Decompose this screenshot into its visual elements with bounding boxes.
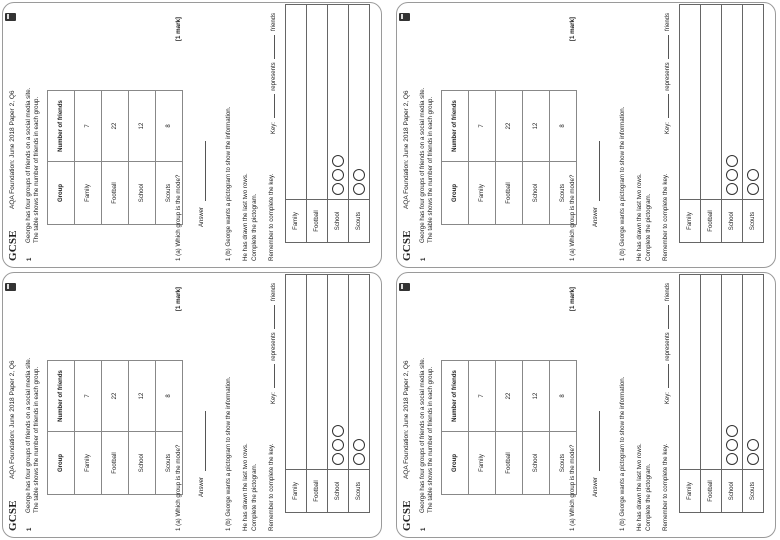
friends-cell: 7 xyxy=(75,91,102,162)
part-b-title: 1 (b) George wants a pictogram to show the information. xyxy=(619,106,626,261)
column-header: Group xyxy=(48,432,75,495)
group-cell: Football xyxy=(102,432,129,495)
answer-row xyxy=(199,411,206,497)
key-suffix: friends xyxy=(665,283,671,302)
part-b-question xyxy=(619,281,672,531)
intro-line: George has four groups of friends on a social media site. xyxy=(419,87,426,243)
group-cell: Football xyxy=(496,162,523,225)
part-b-line: He has drawn the last two rows. xyxy=(242,443,250,531)
key-value-blank[interactable] xyxy=(668,305,669,329)
table-row xyxy=(102,91,129,225)
table-row xyxy=(523,91,550,225)
part-b-question xyxy=(225,11,278,261)
intro-line: George has four groups of friends on a social media site. xyxy=(25,87,32,243)
friends-cell: 22 xyxy=(102,361,129,432)
pictogram-circle-icon xyxy=(332,155,344,167)
key-symbol-blank[interactable] xyxy=(668,364,669,388)
key-value-blank[interactable] xyxy=(668,35,669,59)
pictogram-label: Football xyxy=(307,470,328,513)
key-suffix: friends xyxy=(271,13,277,32)
frequency-table xyxy=(47,90,183,225)
friends-cell: 8 xyxy=(156,361,183,432)
pictogram-row xyxy=(328,275,349,513)
pictogram-label: Football xyxy=(701,470,722,513)
pictogram-label: Football xyxy=(307,200,328,243)
table-header-row xyxy=(48,361,75,495)
pictogram-table xyxy=(679,4,764,243)
pictogram-key xyxy=(271,283,278,404)
friends-cell: 12 xyxy=(129,361,156,432)
intro-line: George has four groups of friends on a social media site. xyxy=(419,357,426,513)
question-intro xyxy=(25,13,41,243)
part-b-line: He has drawn the last two rows. xyxy=(636,173,644,261)
pictogram-circle-icon xyxy=(332,425,344,437)
paper-reference: AQA Foundation: June 2018 Paper 2, Q6 xyxy=(9,90,16,209)
worksheet-card xyxy=(2,272,382,538)
group-cell: Family xyxy=(75,162,102,225)
intro-line: The table shows the number of friends in each group. xyxy=(33,96,41,243)
key-symbol-blank[interactable] xyxy=(668,94,669,118)
part-a-question: 1 (a) Which group is the mode? xyxy=(175,174,182,261)
intro-line: The table shows the number of friends in each group. xyxy=(427,366,435,513)
friends-cell: 12 xyxy=(523,361,550,432)
answer-label: Answer xyxy=(199,206,205,227)
answer-row xyxy=(199,141,206,227)
pictogram-row xyxy=(680,275,701,513)
pictogram-row xyxy=(286,275,307,513)
pictogram-symbols[interactable] xyxy=(680,5,701,200)
part-b-line: He has drawn the last two rows. xyxy=(242,173,250,261)
group-cell: Family xyxy=(75,432,102,495)
pictogram-symbols[interactable] xyxy=(286,275,307,470)
question-intro xyxy=(419,13,435,243)
friends-cell: 12 xyxy=(523,91,550,162)
pictogram-row xyxy=(307,5,328,243)
pictogram-label: Scouts xyxy=(743,470,764,513)
group-cell: Family xyxy=(469,162,496,225)
answer-row xyxy=(593,411,600,497)
part-b-line: Remember to complete the key. xyxy=(268,173,276,261)
pictogram-circle-icon xyxy=(726,155,738,167)
pictogram-symbols[interactable] xyxy=(743,5,764,200)
pictogram-label: Family xyxy=(286,200,307,243)
frequency-table xyxy=(47,360,183,495)
pictogram-circle-icon xyxy=(332,169,344,181)
friends-cell: 22 xyxy=(496,361,523,432)
pictogram-label: Family xyxy=(680,200,701,243)
pictogram-label: Scouts xyxy=(349,200,370,243)
group-cell: Scouts xyxy=(550,162,577,225)
pictogram-symbols[interactable] xyxy=(680,275,701,470)
calculator-icon xyxy=(5,13,16,21)
paper-reference: AQA Foundation: June 2018 Paper 2, Q6 xyxy=(403,90,410,209)
pictogram-label: School xyxy=(328,200,349,243)
key-suffix: friends xyxy=(271,283,277,302)
pictogram-symbols[interactable] xyxy=(349,5,370,200)
group-cell: Football xyxy=(102,162,129,225)
worksheet-card xyxy=(396,272,776,538)
table-header-row xyxy=(48,91,75,225)
key-prefix: Key: xyxy=(665,392,671,405)
answer-line[interactable] xyxy=(599,141,600,201)
gcse-logo: GCSE xyxy=(7,500,19,531)
pictogram-row xyxy=(328,5,349,243)
key-symbol-blank[interactable] xyxy=(274,94,275,118)
question-number: 1 xyxy=(421,527,427,531)
gcse-logo: GCSE xyxy=(7,230,19,261)
answer-row xyxy=(593,141,600,227)
table-row xyxy=(129,361,156,495)
friends-cell: 7 xyxy=(75,361,102,432)
gcse-logo: GCSE xyxy=(401,230,413,261)
pictogram-label: School xyxy=(722,470,743,513)
pictogram-symbols[interactable] xyxy=(307,275,328,470)
group-cell: Scouts xyxy=(156,162,183,225)
pictogram-circle-icon xyxy=(726,169,738,181)
part-b-title: 1 (b) George wants a pictogram to show the information. xyxy=(225,106,232,261)
frequency-table xyxy=(441,360,577,495)
answer-line[interactable] xyxy=(599,411,600,471)
answer-line[interactable] xyxy=(205,411,206,471)
part-a-marks: [1 mark] xyxy=(175,287,182,312)
table-row xyxy=(102,361,129,495)
column-header: Group xyxy=(442,432,469,495)
part-b-line: Complete the pictogram. xyxy=(251,193,259,261)
intro-line: George has four groups of friends on a social media site. xyxy=(25,357,32,513)
pictogram-circle-icon xyxy=(747,453,759,465)
pictogram-label: Football xyxy=(701,200,722,243)
pictogram-symbols[interactable] xyxy=(286,5,307,200)
key-represents: represents xyxy=(271,332,277,361)
pictogram-row xyxy=(743,5,764,243)
column-header: Number of friends xyxy=(48,361,75,432)
group-cell: Football xyxy=(496,432,523,495)
pictogram-row xyxy=(680,5,701,243)
column-header: Number of friends xyxy=(442,91,469,162)
part-b-line: Complete the pictogram. xyxy=(251,463,259,531)
pictogram-symbols[interactable] xyxy=(349,275,370,470)
pictogram-circle-icon xyxy=(726,439,738,451)
column-header: Group xyxy=(442,162,469,225)
friends-cell: 22 xyxy=(102,91,129,162)
table-row xyxy=(129,91,156,225)
table-row xyxy=(496,361,523,495)
pictogram-symbols[interactable] xyxy=(722,5,743,200)
part-b-question xyxy=(225,281,278,531)
pictogram-circle-icon xyxy=(747,169,759,181)
column-header: Group xyxy=(48,162,75,225)
part-b-line: Remember to complete the key. xyxy=(662,173,670,261)
group-cell: School xyxy=(523,162,550,225)
group-cell: Scouts xyxy=(156,432,183,495)
part-a-marks: [1 mark] xyxy=(175,17,182,42)
table-row xyxy=(75,91,102,225)
part-a-marks: [1 mark] xyxy=(569,17,576,42)
key-prefix: Key: xyxy=(665,122,671,135)
pictogram-row xyxy=(701,5,722,243)
answer-label: Answer xyxy=(593,206,599,227)
pictogram-label: Scouts xyxy=(743,200,764,243)
pictogram-table xyxy=(285,4,370,243)
group-cell: School xyxy=(129,162,156,225)
pictogram-circle-icon xyxy=(747,183,759,195)
key-symbol-blank[interactable] xyxy=(274,364,275,388)
pictogram-row xyxy=(349,5,370,243)
part-a-question: 1 (a) Which group is the mode? xyxy=(175,444,182,531)
pictogram-row xyxy=(722,275,743,513)
pictogram-symbols[interactable] xyxy=(701,5,722,200)
part-a-question: 1 (a) Which group is the mode? xyxy=(569,174,576,261)
table-row xyxy=(523,361,550,495)
part-b-line: Remember to complete the key. xyxy=(662,443,670,531)
answer-label: Answer xyxy=(199,476,205,497)
pictogram-label: School xyxy=(722,200,743,243)
pictogram-label: Scouts xyxy=(349,470,370,513)
table-row xyxy=(496,91,523,225)
table-row xyxy=(469,91,496,225)
part-b-line: Complete the pictogram. xyxy=(645,463,653,531)
question-intro xyxy=(419,283,435,513)
table-row xyxy=(75,361,102,495)
pictogram-table xyxy=(285,274,370,513)
key-represents: represents xyxy=(665,62,671,91)
pictogram-circle-icon xyxy=(332,453,344,465)
pictogram-symbols[interactable] xyxy=(722,275,743,470)
column-header: Number of friends xyxy=(48,91,75,162)
intro-line: The table shows the number of friends in each group. xyxy=(33,366,41,513)
calculator-icon xyxy=(5,283,16,291)
pictogram-key xyxy=(665,13,672,134)
part-a-question: 1 (a) Which group is the mode? xyxy=(569,444,576,531)
pictogram-row xyxy=(743,275,764,513)
paper-reference: AQA Foundation: June 2018 Paper 2, Q6 xyxy=(403,360,410,479)
table-header-row xyxy=(442,91,469,225)
pictogram-symbols[interactable] xyxy=(701,275,722,470)
pictogram-circle-icon xyxy=(726,453,738,465)
group-cell: Scouts xyxy=(550,432,577,495)
group-cell: School xyxy=(523,432,550,495)
worksheet-card xyxy=(396,2,776,268)
key-suffix: friends xyxy=(665,13,671,32)
key-prefix: Key: xyxy=(271,122,277,135)
key-prefix: Key: xyxy=(271,392,277,405)
pictogram-label: Family xyxy=(680,470,701,513)
friends-cell: 12 xyxy=(129,91,156,162)
friends-cell: 8 xyxy=(550,361,577,432)
calculator-icon xyxy=(399,283,410,291)
pictogram-circle-icon xyxy=(747,439,759,451)
pictogram-circle-icon xyxy=(332,183,344,195)
pictogram-label: Family xyxy=(286,470,307,513)
frequency-table xyxy=(441,90,577,225)
friends-cell: 7 xyxy=(469,91,496,162)
pictogram-table xyxy=(679,274,764,513)
question-number: 1 xyxy=(421,257,427,261)
part-b-line: Complete the pictogram. xyxy=(645,193,653,261)
pictogram-row xyxy=(701,275,722,513)
key-represents: represents xyxy=(271,62,277,91)
friends-cell: 8 xyxy=(156,91,183,162)
pictogram-circle-icon xyxy=(353,183,365,195)
pictogram-symbols[interactable] xyxy=(743,275,764,470)
paper-reference: AQA Foundation: June 2018 Paper 2, Q6 xyxy=(9,360,16,479)
intro-line: The table shows the number of friends in each group. xyxy=(427,96,435,243)
part-b-line: Remember to complete the key. xyxy=(268,443,276,531)
part-a-marks: [1 mark] xyxy=(569,287,576,312)
pictogram-symbols[interactable] xyxy=(307,5,328,200)
gcse-logo: GCSE xyxy=(401,500,413,531)
answer-line[interactable] xyxy=(205,141,206,201)
part-b-line: He has drawn the last two rows. xyxy=(636,443,644,531)
calculator-icon xyxy=(399,13,410,21)
key-value-blank[interactable] xyxy=(274,305,275,329)
pictogram-circle-icon xyxy=(332,439,344,451)
friends-cell: 22 xyxy=(496,91,523,162)
pictogram-symbols[interactable] xyxy=(328,275,349,470)
pictogram-key xyxy=(665,283,672,404)
group-cell: Family xyxy=(469,432,496,495)
key-value-blank[interactable] xyxy=(274,35,275,59)
key-represents: represents xyxy=(665,332,671,361)
pictogram-circle-icon xyxy=(726,425,738,437)
answer-label: Answer xyxy=(593,476,599,497)
friends-cell: 8 xyxy=(550,91,577,162)
pictogram-key xyxy=(271,13,278,134)
pictogram-symbols[interactable] xyxy=(328,5,349,200)
table-row xyxy=(469,361,496,495)
column-header: Number of friends xyxy=(442,361,469,432)
pictogram-circle-icon xyxy=(353,439,365,451)
part-b-title: 1 (b) George wants a pictogram to show the information. xyxy=(225,376,232,531)
group-cell: School xyxy=(129,432,156,495)
pictogram-row xyxy=(307,275,328,513)
pictogram-circle-icon xyxy=(726,183,738,195)
pictogram-row xyxy=(349,275,370,513)
pictogram-row xyxy=(722,5,743,243)
pictogram-circle-icon xyxy=(353,453,365,465)
friends-cell: 7 xyxy=(469,361,496,432)
part-b-title: 1 (b) George wants a pictogram to show the information. xyxy=(619,376,626,531)
part-b-question xyxy=(619,11,672,261)
question-number: 1 xyxy=(27,527,33,531)
question-number: 1 xyxy=(27,257,33,261)
pictogram-label: School xyxy=(328,470,349,513)
pictogram-row xyxy=(286,5,307,243)
worksheet-card xyxy=(2,2,382,268)
table-header-row xyxy=(442,361,469,495)
question-intro xyxy=(25,283,41,513)
pictogram-circle-icon xyxy=(353,169,365,181)
